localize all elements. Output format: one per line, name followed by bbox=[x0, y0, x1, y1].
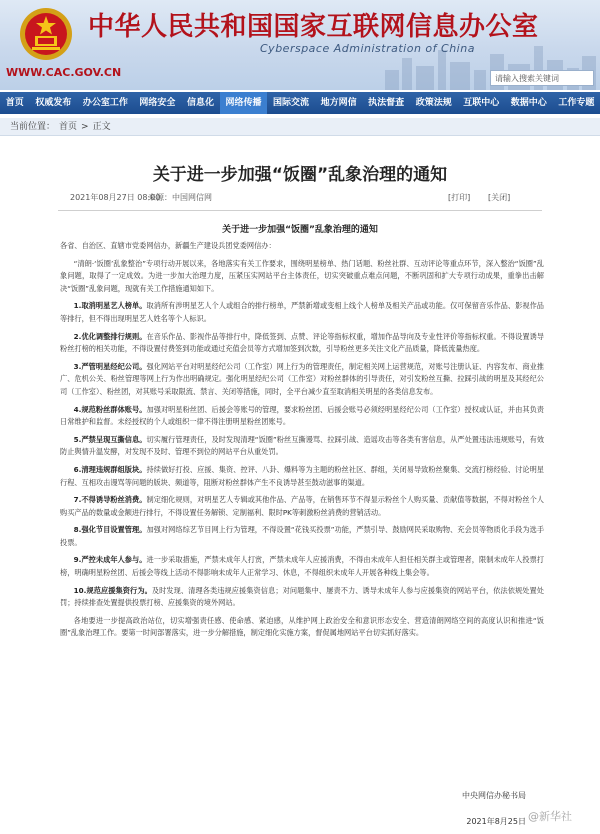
measure-heading: 8.强化节目设置管理。 bbox=[73, 525, 147, 535]
measure-item bbox=[60, 464, 544, 489]
article-source: 来源：中国网信网 bbox=[148, 193, 212, 202]
nav-item[interactable]: 执法督查 bbox=[368, 98, 405, 108]
measure-heading: 2.优化调整排行规则。 bbox=[73, 331, 147, 341]
measure-text: 强化网站平台对明星经纪公司（工作室）网上行为的管理责任，制定相关网上运营规范，对账号注册认证、内容发布、商业推广、危机公关、粉丝管理等网上行为作出明确规定。强化明星经纪公司（工作室）对粉丝群体的引导责任，对引发粉丝互撕、拉踩引战的明星及其经纪公司（工作室）、粉丝团，对其账号采取限流、禁言、关闭等措施，同时，全平台减少直至取消相关明星的各类信息发布。 bbox=[60, 361, 544, 396]
measure-heading: 6.清理违规群组版块。 bbox=[73, 464, 147, 474]
print-link[interactable]: [打印] bbox=[448, 193, 471, 202]
measure-heading: 5.严禁呈现互撕信息。 bbox=[73, 434, 147, 444]
measure-heading: 10.规范应援集资行为。 bbox=[73, 585, 152, 595]
measure-heading: 7.不得诱导粉丝消费。 bbox=[73, 495, 147, 505]
site-title: 中华人民共和国国家互联网信息办公室 bbox=[88, 12, 539, 42]
breadcrumb-home[interactable]: 首页 bbox=[59, 122, 78, 132]
main-nav bbox=[0, 92, 600, 114]
measure-text: 切实履行管理责任，及时发现清理“饭圈”粉丝互撕谩骂、拉踩引战、造谣攻击等各类有害信息，从严处置违法违规账号，有效防止舆情升温发酵，对发现不及时、管理不到位的网站平台从重处罚。 bbox=[60, 434, 545, 457]
measure-item bbox=[60, 585, 544, 610]
search-input[interactable]: 请输入搜索关键词 bbox=[490, 70, 594, 86]
measure-text: 取消所有涉明星艺人个人或组合的排行榜单，严禁新增或变相上线个人榜单及相关产品或功能。仅可保留音乐作品、影视作品等排行，但不得出现明星艺人姓名等个人标识。 bbox=[60, 301, 544, 323]
measure-item bbox=[60, 300, 544, 325]
watermark: @新华社 bbox=[528, 810, 572, 823]
measure-text: 在音乐作品、影视作品等排行中，降低签到、点赞、评论等指标权重，增加作品导向及专业性评价等指标权重。不得设置诱导粉丝打榜的相关功能，不得设置付费签到功能或通过充值会员等方式增加签到次数，引导粉丝更多关注文化产品质量，降低流量热度。 bbox=[60, 331, 544, 354]
nav-item[interactable]: 互联中心 bbox=[463, 98, 500, 108]
article-date: 2021年08月27日 08:00 bbox=[70, 193, 161, 202]
measure-item bbox=[60, 404, 544, 429]
site-header bbox=[0, 0, 600, 90]
measure-heading: 9.严控未成年人参与。 bbox=[73, 555, 147, 565]
measure-item bbox=[60, 361, 544, 399]
intro-paragraph: “清朗·‘饭圈’乱象整治”专项行动开展以来，各地落实有关工作要求，围绕明星榜单、热门话题、粉丝社群、互动评论等重点环节，深入整治“饭圈”乱象问题，取得了一定成效。为进一步加大治理力度，压紧压实网站平台主体责任，切实突破重点难点问题，不断巩固和扩大专项行动成果，重拳出击解决“饭圈”乱象问题，现就有关工作措施通知如下。 bbox=[60, 258, 544, 293]
signature: 中央网信办秘书局 bbox=[462, 791, 526, 800]
measure-list bbox=[60, 300, 544, 609]
measure-text: 加强对明星粉丝团、后援会等账号的管理，要求粉丝团、后援会账号必须经明星经纪公司（工作室）授权或认证，并由其负责日常维护和监督。未经授权的个人或组织一律不得注册明星粉丝团账号。 bbox=[60, 404, 544, 427]
breadcrumb-current: 正文 bbox=[92, 122, 111, 132]
site-url[interactable]: WWW.CAC.GOV.CN bbox=[6, 66, 122, 79]
measure-text: 加强对网络综艺节目网上行为管理，不得设置“花钱买投票”功能，严禁引导、鼓励网民采取购物、充会员等物质化手段为选手投票。 bbox=[60, 525, 545, 547]
measure-text: 进一步采取措施，严禁未成年人打赏，严禁未成年人应援消费，不得由未成年人担任相关群主或管理者，限制未成年人投票打榜，明确明星粉丝团、后援会等线上活动不得影响未成年人正常学习、休息，不得组织未成年人开展各种线上集会等。 bbox=[60, 555, 544, 578]
sign-date: 2021年8月25日 bbox=[466, 817, 526, 826]
nav-item[interactable]: 数据中心 bbox=[510, 98, 547, 108]
nav-item[interactable]: 工作专题 bbox=[558, 98, 595, 108]
closing-paragraph: 各地要进一步提高政治站位，切实增强责任感、使命感、紧迫感，从维护网上政治安全和意识形态安全、营造清朗网络空间的高度认识和推进“饭圈”乱象治理工作。要第一时间部署落实，进一步分解措施，制定细化实施方案，督促属地网站平台切实抓好落实。 bbox=[60, 615, 544, 638]
measure-text: 制定细化规则，对明星艺人专辑或其他作品、产品等，在销售环节不得显示粉丝个人购买量、贡献值等数据，不得对粉丝个人购买产品的数量或金额进行排行，不得设置任务解锁、定制福利、限时PK等刺激粉丝消费的营销活动。 bbox=[60, 495, 544, 517]
measure-heading: 3.严管明星经纪公司。 bbox=[73, 361, 147, 371]
nav-item[interactable]: 网络传播 bbox=[220, 92, 268, 114]
salutation: 各省、自治区、直辖市党委网信办，新疆生产建设兵团党委网信办： bbox=[60, 241, 276, 250]
nav-item[interactable]: 首页 bbox=[5, 98, 24, 108]
breadcrumb-separator: > bbox=[81, 122, 89, 132]
nav-item[interactable]: 网络安全 bbox=[139, 98, 176, 108]
close-link[interactable]: [关闭] bbox=[488, 193, 511, 202]
breadcrumb bbox=[0, 118, 600, 136]
article-body bbox=[60, 240, 544, 645]
nav-item[interactable]: 办公室工作 bbox=[82, 98, 128, 108]
measure-item bbox=[60, 434, 544, 459]
measure-item bbox=[60, 524, 544, 549]
nav-item[interactable]: 地方网信 bbox=[320, 98, 357, 108]
nav-item[interactable]: 国际交流 bbox=[273, 98, 310, 108]
measure-item bbox=[60, 331, 544, 356]
article-title: 关于进一步加强“饭圈”乱象治理的通知 bbox=[152, 165, 448, 185]
measure-text: 持续做好打投、应援、集资、控评、八卦、爆料等为主题的粉丝社区、群组，关闭易导致粉丝聚集、交流打榜经验、讨论明星行程、互相攻击谩骂等问题的版块、频道等，阻断对粉丝群体产生不良诱导甚至鼓动滋事的渠道。 bbox=[60, 464, 544, 487]
measure-heading: 4.规范粉丝群体账号。 bbox=[73, 404, 147, 414]
site-subtitle: Cyberspace Administration of China bbox=[260, 42, 475, 55]
document-heading: 关于进一步加强“饭圈”乱象治理的通知 bbox=[222, 225, 378, 235]
watermark-text: 新华社 bbox=[539, 810, 572, 823]
measure-heading: 1.取消明星艺人榜单。 bbox=[73, 301, 147, 311]
article-meta bbox=[70, 192, 530, 206]
divider bbox=[58, 210, 542, 211]
measure-item bbox=[60, 494, 544, 519]
nav-item[interactable]: 权威发布 bbox=[35, 98, 72, 108]
breadcrumb-label: 当前位置： bbox=[10, 122, 56, 132]
measure-text: 及时发现、清理各类违规应援集资信息；对问题集中、屡责不力、诱导未成年人参与应援集资的网站平台，依法依规处置处罚；持续排查处置提供投票打榜、应援集资的境外网站。 bbox=[60, 585, 544, 608]
nav-item[interactable]: 信息化 bbox=[186, 98, 214, 108]
national-emblem-icon[interactable] bbox=[18, 6, 74, 62]
measure-item bbox=[60, 554, 544, 579]
nav-item[interactable]: 政策法规 bbox=[415, 98, 452, 108]
